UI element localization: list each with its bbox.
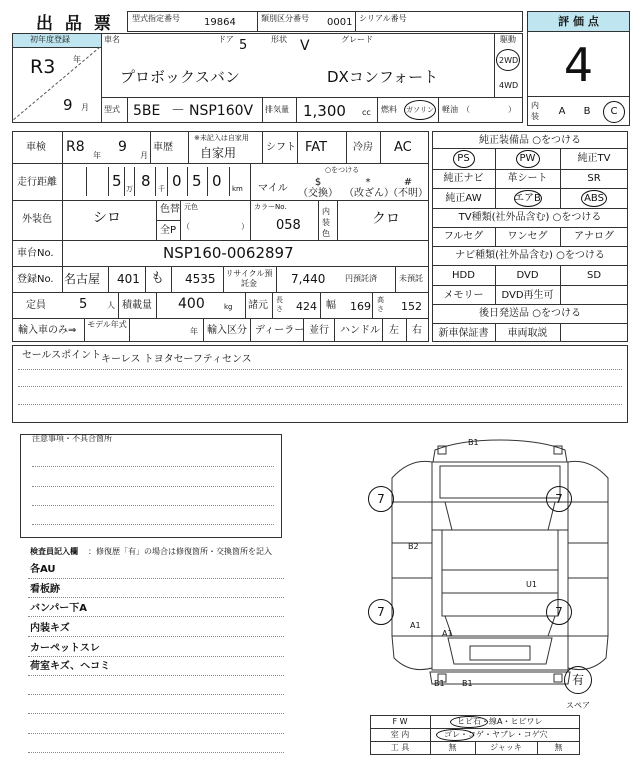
interior-color-label: 内装色 bbox=[322, 207, 330, 238]
displacement-unit: cc bbox=[362, 108, 371, 117]
equipment-header: 純正装備品 ○をつける bbox=[479, 135, 581, 146]
color-whole-label: 全P bbox=[160, 225, 177, 236]
serial-label: シリアル番号 bbox=[359, 14, 407, 23]
chassis-value: NSP160-0062897 bbox=[163, 244, 294, 262]
first-reg-month-unit: 月 bbox=[81, 103, 89, 112]
original-color-label: 元色 bbox=[184, 203, 198, 211]
dims-label: 諸元 bbox=[248, 300, 268, 311]
mile-label: マイル bbox=[258, 183, 288, 194]
displacement-label: 排気量 bbox=[265, 105, 289, 114]
mileage-man-unit: 万 bbox=[126, 185, 133, 193]
first-reg-year-unit: 年 bbox=[73, 55, 81, 64]
mileage-digit-4: 5 bbox=[192, 172, 202, 190]
later-manual: 車両取説 bbox=[507, 328, 548, 339]
mileage-digit-1: 5 bbox=[112, 172, 122, 190]
score-value: 4 bbox=[563, 38, 594, 92]
inspector-line-1: 各AU bbox=[30, 564, 56, 575]
mark-rear-left: A1 bbox=[410, 621, 421, 630]
load-value: 400 bbox=[178, 296, 205, 312]
drive-label: 駆動 bbox=[500, 35, 516, 44]
inspector-note: ：修復歴「有」の場合は修復箇所・交換箇所を記入 bbox=[88, 547, 272, 556]
capacity-unit: 人 bbox=[107, 301, 115, 310]
spare-label: スペア bbox=[566, 701, 590, 710]
handle-left: 左 bbox=[389, 325, 399, 336]
grade-value: DXコンフォート bbox=[327, 68, 439, 86]
import-label: 輸入車のみ⇒ bbox=[18, 325, 77, 336]
load-label: 積載量 bbox=[122, 300, 152, 311]
interior-label: 内装 bbox=[531, 101, 539, 121]
doors-value: 5 bbox=[239, 38, 248, 53]
inspector-line-3: バンパー下A bbox=[30, 603, 88, 614]
interior-selected-circle bbox=[603, 101, 625, 123]
capacity-value: 5 bbox=[79, 297, 88, 312]
original-paren-open: （ bbox=[182, 222, 190, 231]
navi-dvd-play: DVD再生可 bbox=[501, 290, 554, 301]
import-parallel: 並行 bbox=[309, 325, 329, 336]
navi-memory: メモリー bbox=[443, 290, 484, 301]
inspection-era: R8 bbox=[66, 139, 85, 155]
equip-pw: PW bbox=[519, 153, 536, 164]
tools-right: 無 bbox=[554, 743, 563, 752]
unknown-label: （不明） bbox=[388, 188, 428, 199]
inspector-line-2: 看板跡 bbox=[30, 584, 60, 595]
fuel-value: ガソリン bbox=[406, 106, 434, 114]
first-reg-month: 9 bbox=[63, 96, 73, 114]
drive-2wd: 2WD bbox=[499, 56, 519, 65]
category-value: 0001 bbox=[327, 17, 353, 28]
tv-analog: アナログ bbox=[574, 231, 614, 242]
height-value: 152 bbox=[401, 300, 422, 313]
equip-navi: 純正ナビ bbox=[443, 173, 484, 184]
fuel-label: 燃料 bbox=[381, 105, 397, 114]
navi-dvd: DVD bbox=[516, 270, 539, 281]
interior-a: A bbox=[558, 106, 566, 117]
car-name-label: 車名 bbox=[104, 35, 120, 44]
recycle-unit: 円預託済 bbox=[345, 274, 377, 283]
mileage-sen-unit: 千 bbox=[158, 185, 165, 193]
later-header: 後日発送品 ○をつける bbox=[479, 308, 581, 319]
shape-value: V bbox=[300, 38, 310, 54]
registration-label: 登録No. bbox=[17, 274, 54, 285]
top-fields-row bbox=[127, 11, 523, 32]
mark-rear-hatch: A1 bbox=[442, 629, 453, 638]
registration-office: 名古屋 bbox=[64, 272, 101, 286]
doors-label: ドア bbox=[218, 35, 234, 44]
model-prefix: 5BE bbox=[133, 103, 161, 119]
inspection-year-unit: 年 bbox=[93, 151, 101, 160]
model-code: NSP160V bbox=[189, 103, 254, 119]
tamper-label: （改ざん） bbox=[344, 188, 394, 199]
fw-circle bbox=[450, 716, 488, 728]
tamper-symbol: * bbox=[365, 177, 371, 188]
inspection-label: 車検 bbox=[26, 142, 46, 153]
first-reg-label: 初年度登録 bbox=[30, 35, 70, 44]
handle-right: 右 bbox=[412, 325, 422, 336]
fw-label: F W bbox=[392, 717, 408, 726]
aircon-label: 冷房 bbox=[353, 142, 373, 153]
inspector-line-5: カーペットスレ bbox=[30, 643, 100, 654]
color-code-label: カラーNo. bbox=[254, 203, 287, 211]
original-paren-close: ） bbox=[241, 222, 249, 231]
mileage-label: 走行距離 bbox=[17, 177, 57, 188]
import-type-label: 輸入区分 bbox=[207, 325, 247, 336]
light-oil-paren-close: ） bbox=[508, 105, 516, 114]
import-year-unit: 年 bbox=[190, 327, 198, 336]
model-label: 型式 bbox=[104, 105, 120, 114]
tire-rear-right: 7 bbox=[555, 605, 563, 619]
load-unit: kg bbox=[224, 303, 233, 311]
interior-color-value: クロ bbox=[372, 211, 400, 227]
interior-row-label: 室 内 bbox=[390, 730, 410, 739]
inspector-line-6: 荷室キズ、ヘコミ bbox=[30, 661, 111, 672]
width-value: 169 bbox=[350, 300, 371, 313]
sales-point-text: キーレス トヨタセーフティセンス bbox=[101, 354, 252, 365]
length-label: 長さ bbox=[276, 296, 283, 313]
exchange-label: （交換） bbox=[298, 188, 338, 199]
model-dash: － bbox=[171, 103, 185, 119]
tire-front-left: 7 bbox=[377, 492, 385, 506]
category-label: 類別区分番号 bbox=[261, 14, 309, 23]
tire-rear-left: 7 bbox=[377, 605, 385, 619]
equip-abs: ABS bbox=[584, 193, 604, 204]
mileage-digit-5: 0 bbox=[212, 172, 222, 190]
notes-label: 注意事項・不具合箇所 bbox=[32, 434, 112, 443]
navi-hdd: HDD bbox=[452, 270, 475, 281]
tv-fullseg: フルセグ bbox=[443, 231, 484, 242]
navi-sd: SD bbox=[586, 270, 602, 281]
light-oil-label: 軽油 bbox=[442, 105, 458, 114]
history-note: ※未記入は自家用 bbox=[194, 134, 249, 142]
color-value: シロ bbox=[93, 210, 121, 226]
inspection-month-unit: 月 bbox=[140, 151, 148, 160]
history-value: 自家用 bbox=[200, 146, 237, 160]
import-dealer: ディーラー bbox=[255, 325, 305, 336]
interior-c: C bbox=[610, 106, 618, 117]
interior-b: B bbox=[583, 106, 591, 117]
recycle-unpaid: 未預託 bbox=[399, 274, 423, 283]
model-year-label: モデル年式 bbox=[87, 320, 127, 329]
inspector-line-4: 内装キズ bbox=[30, 623, 70, 634]
height-label: 高さ bbox=[377, 296, 384, 313]
shift-value: FAT bbox=[305, 140, 328, 155]
spare-value: 有 bbox=[571, 673, 584, 687]
inspection-month: 9 bbox=[118, 139, 127, 155]
color-label: 外装色 bbox=[22, 214, 52, 225]
inspector-label: 検査員記入欄 bbox=[30, 547, 78, 556]
light-oil-paren-open: （ bbox=[462, 105, 470, 114]
recycle-label: リサイクル預託金 bbox=[225, 269, 273, 288]
equip-airbag: エアB bbox=[514, 193, 541, 204]
interior-row-text: ゴレ・コゲ・ヤブレ・コゲ穴 bbox=[444, 730, 548, 739]
sheet-title: 出 品 票 bbox=[36, 14, 114, 34]
chassis-label: 車台No. bbox=[17, 248, 54, 259]
width-label: 幅 bbox=[326, 300, 336, 311]
mileage-digit-3: 0 bbox=[172, 172, 182, 190]
car-damage-diagram bbox=[370, 438, 630, 698]
displacement-value: 1,300 bbox=[303, 102, 346, 120]
registration-kana: も bbox=[151, 271, 165, 286]
mark-left-side: B2 bbox=[408, 542, 419, 551]
tools-left: 無 bbox=[448, 743, 457, 752]
unknown-symbol: # bbox=[403, 177, 413, 188]
handle-label: ハンドル bbox=[340, 325, 380, 336]
mileage-circle-note: ○をつける bbox=[325, 166, 360, 174]
fuel-selected-circle bbox=[404, 100, 436, 120]
equip-leather: 革シート bbox=[507, 173, 548, 184]
fw-text: ヒビ石・線A・ヒビワレ bbox=[457, 717, 543, 726]
color-change-label: 色替 bbox=[160, 204, 180, 215]
equip-tv: 純正TV bbox=[577, 153, 611, 164]
registration-class: 401 bbox=[117, 272, 140, 286]
later-warranty: 新車保証書 bbox=[438, 328, 489, 339]
equip-sr: SR bbox=[587, 173, 601, 184]
tools-jack: ジャッキ bbox=[490, 743, 522, 752]
equip-abs-circle bbox=[581, 190, 607, 207]
equip-ps-circle bbox=[453, 150, 475, 168]
aircon-value: AC bbox=[394, 140, 412, 155]
mark-rear-bumper-right: B1 bbox=[462, 679, 473, 688]
drive-4wd: 4WD bbox=[499, 81, 519, 90]
model-designation-label: 型式指定番号 bbox=[132, 14, 180, 23]
mileage-km-unit: km bbox=[232, 185, 243, 193]
sales-point-label: セールスポイント bbox=[22, 350, 102, 361]
drive-selected-circle bbox=[496, 49, 520, 71]
model-designation-value: 19864 bbox=[204, 17, 236, 28]
tv-oneseg: ワンセグ bbox=[507, 231, 548, 242]
mark-right-side: U1 bbox=[526, 580, 537, 589]
equip-ps: PS bbox=[457, 153, 470, 164]
car-name-value: プロボックスバン bbox=[120, 68, 240, 86]
mark-front: B1 bbox=[468, 438, 479, 447]
tv-header: TV種類(社外品含む) ○をつける bbox=[458, 212, 602, 223]
shift-label: シフト bbox=[266, 142, 296, 153]
history-label: 車歴 bbox=[153, 142, 173, 153]
tire-front-right: 7 bbox=[555, 492, 563, 506]
equip-pw-circle bbox=[516, 150, 540, 168]
tools-label: 工 具 bbox=[390, 743, 410, 752]
equip-aw: 純正AW bbox=[445, 193, 482, 204]
length-value: 424 bbox=[296, 300, 317, 313]
navi-header: ナビ種類(社外品含む) ○をつける bbox=[455, 250, 605, 261]
capacity-label: 定員 bbox=[26, 300, 46, 311]
mileage-digit-2: 8 bbox=[141, 172, 151, 190]
interior-row-circle bbox=[436, 729, 474, 741]
color-code-value: 058 bbox=[276, 218, 301, 233]
equip-airbag-circle bbox=[514, 190, 542, 207]
registration-number: 4535 bbox=[185, 272, 216, 286]
first-reg-era: R3 bbox=[30, 56, 56, 78]
mark-rear-bumper-left: B1 bbox=[434, 679, 445, 688]
grade-label: グレード bbox=[341, 35, 373, 44]
score-label: 評 価 点 bbox=[558, 15, 599, 28]
exchange-symbol: $ bbox=[314, 177, 322, 188]
shape-label: 形状 bbox=[271, 35, 287, 44]
recycle-amount: 7,440 bbox=[291, 272, 326, 286]
